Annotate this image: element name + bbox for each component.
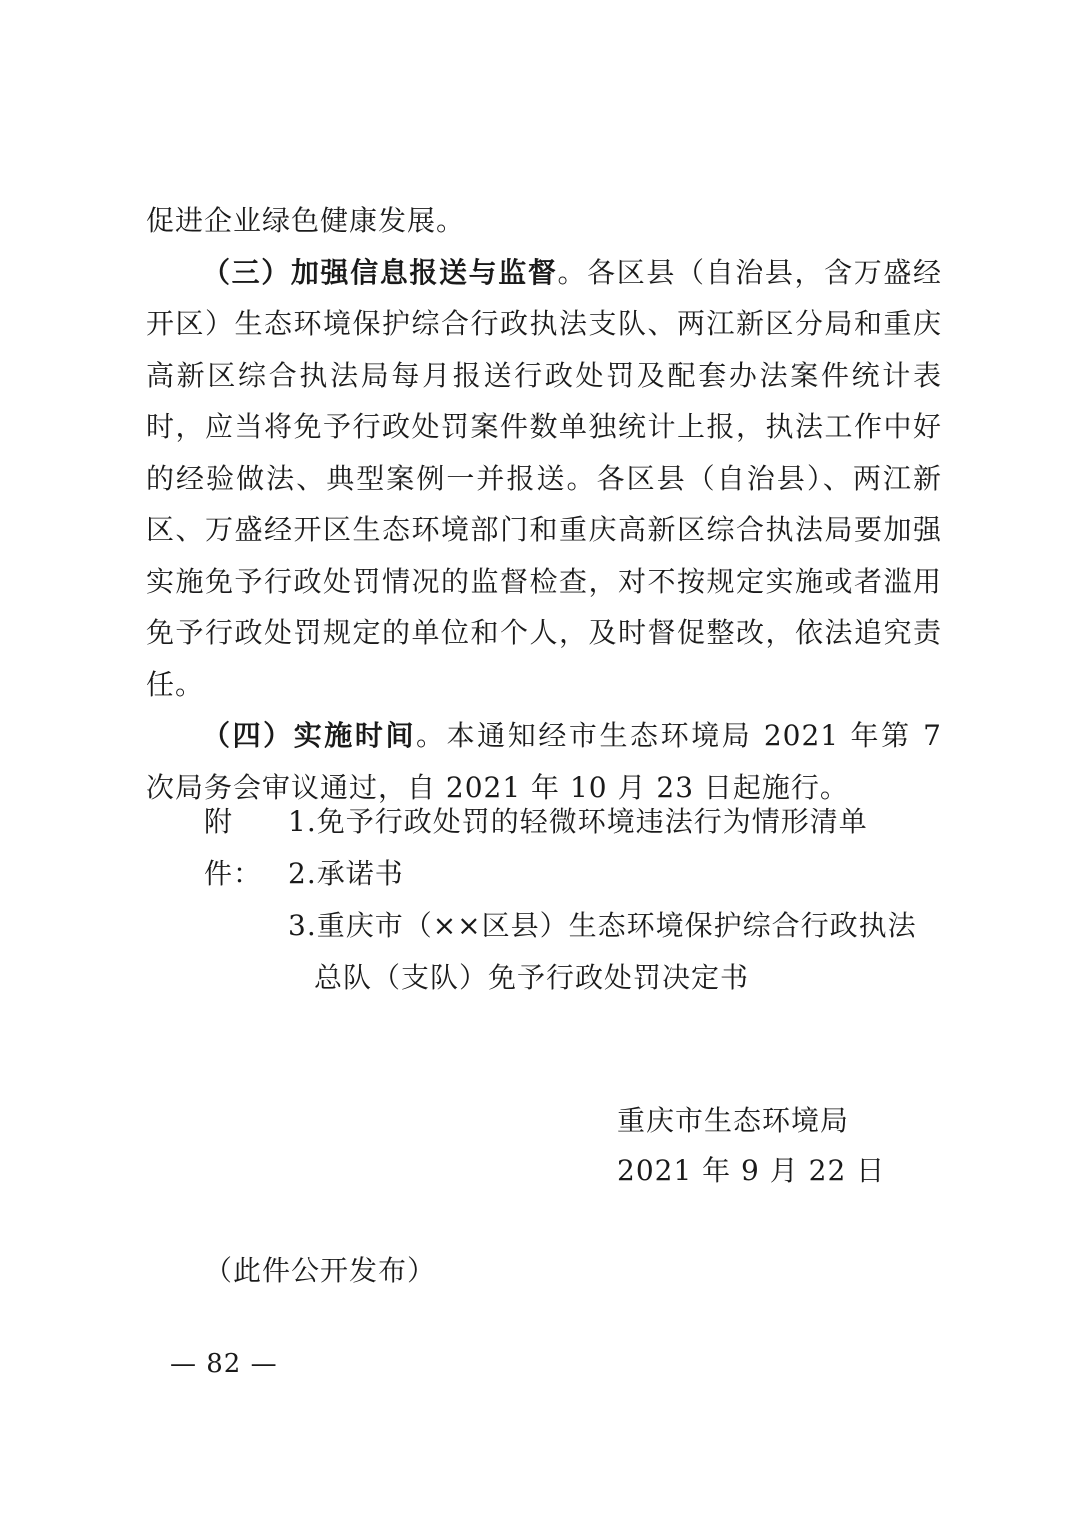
paragraph-information-reporting — [146, 247, 942, 711]
signature-date: 2021 年 9 月 22 日 — [617, 1154, 886, 1187]
page-number: — 82 — — [170, 1349, 278, 1379]
attachment-item-1: 1.免予行政处罚的轻微环境违法行为情形清单 — [288, 805, 868, 838]
section-heading-three: （三）加强信息报送与监督 — [202, 255, 558, 289]
attachments-block — [204, 796, 944, 1004]
signature-organization: 重庆市生态环境局 — [617, 1104, 850, 1137]
section-text-four: 。本通知经市生态环境局 2021 年第 7 次局务会审议通过，自 2021 年 10 月 23 日起施行。 — [146, 719, 942, 804]
attachments-list — [288, 796, 944, 1004]
section-heading-four: （四）实施时间 — [202, 719, 417, 752]
attachment-item-3: 3.重庆市（××区县）生态环境保护综合行政执法总队（支队）免予行政处罚决定书 — [288, 909, 917, 994]
paragraph-continuation: 促进企业绿色健康发展。 — [146, 204, 466, 237]
public-release-note: （此件公开发布） — [204, 1254, 437, 1287]
section-text-three: 。各区县（自治县，含万盛经开区）生态环境保护综合行政执法支队、两江新区分局和重庆高新区综合执法局每月报送行政处罚及配套办法案件统计表时，应当将免予行政处罚案件数单独统计上报，执法工作中好的经验做法、典型案例一并报送。各区县（自治县）、两江新区、万盛经开区生态环境部门和重庆高新区综合执法局要加强实施免予行政处罚情况的监督检查，对不按规定实施或者滥用免予行政处罚规定的单位和个人，及时督促整改，依法追究责任。 — [146, 255, 942, 701]
attachment-item-2: 2.承诺书 — [288, 857, 404, 890]
attachments-label: 附件： — [204, 805, 263, 890]
signature-block — [617, 1096, 885, 1196]
document-body — [146, 195, 942, 813]
